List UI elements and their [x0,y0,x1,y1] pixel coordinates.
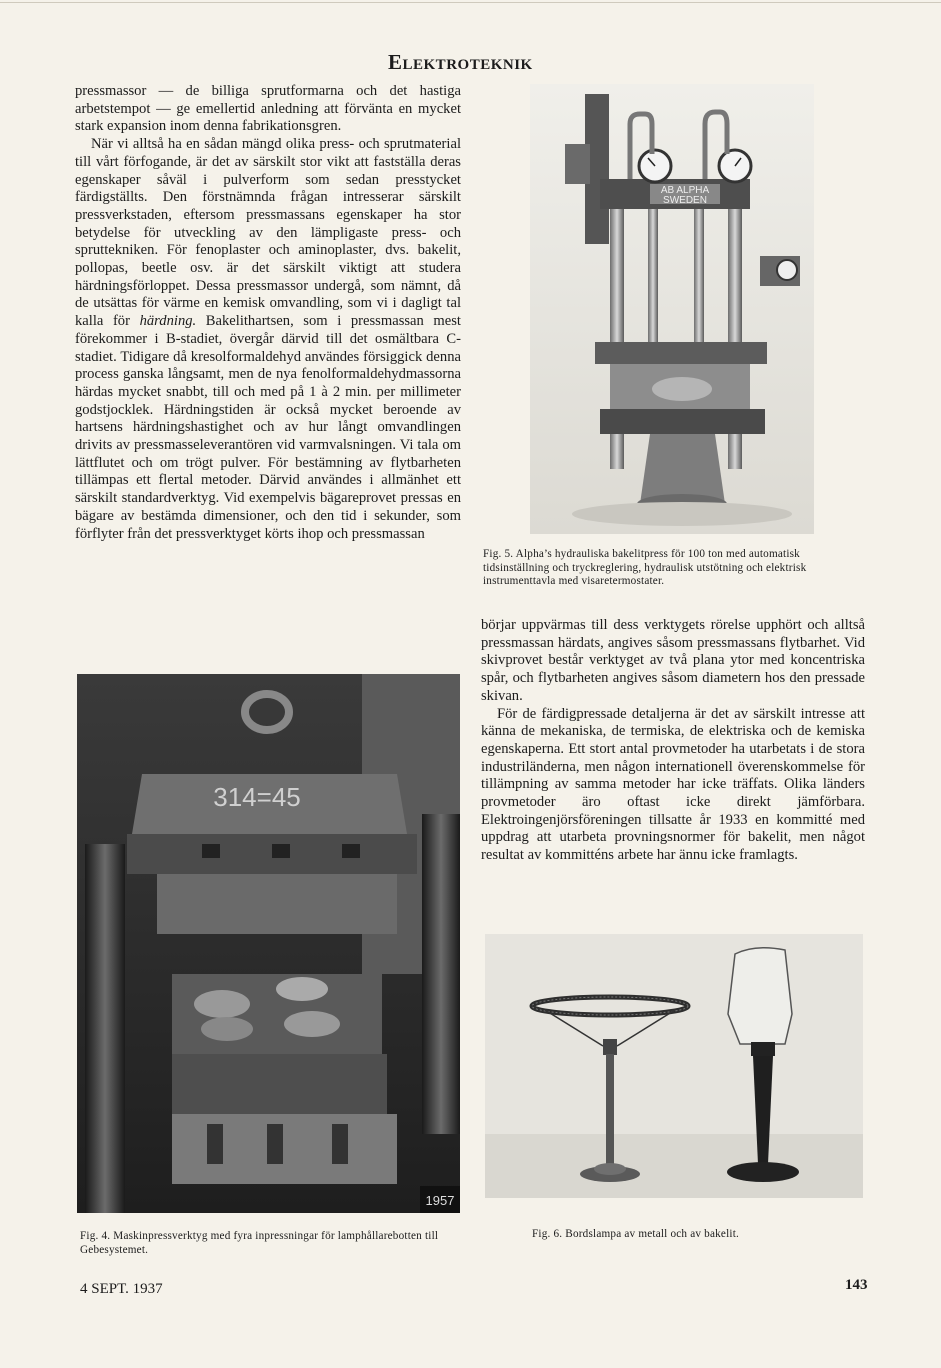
casting-marking: 314=45 [213,782,301,812]
right-text-column [481,617,865,865]
figure-6-caption: Fig. 6. Bordslampa av metall och av bakelit. [532,1228,740,1240]
mould-illustration [77,674,460,1213]
figure-6-lamps-photo [485,934,863,1198]
issue-date: 4 SEPT. 1937 [80,1281,163,1297]
section-header: Elektroteknik [388,50,533,74]
figure-4-mould-photo [77,674,460,1213]
figure-4-caption: Fig. 4. Maskinpressverktyg med fyra inpressningar för lamphållarebotten till Gebesystemet. [80,1230,439,1256]
press-illustration [530,84,814,534]
left-text-column [75,83,461,543]
top-rule [0,2,941,3]
figure-5-press-photo [530,84,814,534]
nameplate-line2: SWEDEN [663,195,707,206]
paragraph-text: Bakelithartsen, som i pressmassan mest förekommer i B-stadiet, övergår därvid till det osmältbara C-stadiet. Tidigare då kresolformaldehyd användes försiggick denna process ganska långsamt, men de nya fenolformaldehydmassorna härdas mycket snabbt, till och med på 1 à 2 min. per millimeter godstjocklek. Härdningstiden är också mycket beroende av hartsens härdningshastighet och av hur långt omvandlingen drivits av pressmasseleverantören vid varmvalsningen. Vi tala om lättflutet och om trögt pulver. För bestämning av flytbarheten tillämpas ett flertal metoder. Därvid användes i allmänhet ett särskilt standardverktyg. Vid exempelvis bägareprovet pressas en bägare av bestämda dimensioner, och den tid i sekunder, som förflyter från det pressverktyget körts ihop och pressmassan [75,313,461,542]
paragraph: För de färdigpressade detaljerna är det av särskilt intresse att känna de mekaniska, de termiska, de elektriska och de kemiska egenskaperna. Ett stort antal provmetoder ha utarbetats i de stora industriländerna, men någon internationell överenskommelse för tillämpning av samma metoder har icke träffats. Olika länders provmetoder äro oftast icke direkt jämförbara. Elektroingenjörsföreningen tillsatte år 1933 en kommitté med uppdrag att utarbeta provningsnormer för bakelit, men något resultat av kommitténs arbete har ännu icke framlagts. [481,705,865,864]
paragraph: pressmassor — de billiga sprutformarna och det hastiga arbetstempot — ge emellertid anledning att förvänta en mycket stark expansion inom denna fabrikationsgren. [75,83,461,135]
nameplate-line1: AB ALPHA [660,185,710,196]
paragraph-text: När vi alltså ha en sådan mängd olika press- och sprutmaterial till vårt förfogande, är det av särskilt stor vikt att fastställa deras egenskaper såväl i pulverform som sedan presstycket färdigställts. Den förstnämnda frågan intresserar särskilt pressverkstaden, eftersom pressmassans egenskaper ha stor betydelse för utveckling av den lämpligaste press- och spruttekniken. För fenoplaster och aminoplaster, dvs. bakelit, pollopas, beetle osv. är det särskilt viktigt att studera härdningsförloppet. Dessa pressmassor undergå, som nämnt, då de utsättas för värme en kemisk omvandling, som vi i dagligt tal kalla för [75,136,461,330]
photo-number: 1957 [425,1193,455,1208]
emphasized-term: härdning. [139,313,197,330]
paragraph [75,136,461,543]
lamps-illustration [485,934,863,1198]
figure-5-caption: Fig. 5. Alpha’s hydrauliska bakelitpress för 100 ton med automatisk tidsinställning och tryckreglering, hydraulisk utstötning och elektrisk instrumenttavla med visaretermostater. [483,548,807,587]
paragraph: börjar uppvärmas till dess verktygets rörelse upphört och alltså pressmassan härdats, angives såsom pressmassans flytbarhet. Vid skivprovet består verktyget av två plana ytor med koncentriska spår, och flytbarheten angives såsom diametern hos den pressade skivan. [481,617,865,704]
page-number: 143 [845,1277,868,1293]
